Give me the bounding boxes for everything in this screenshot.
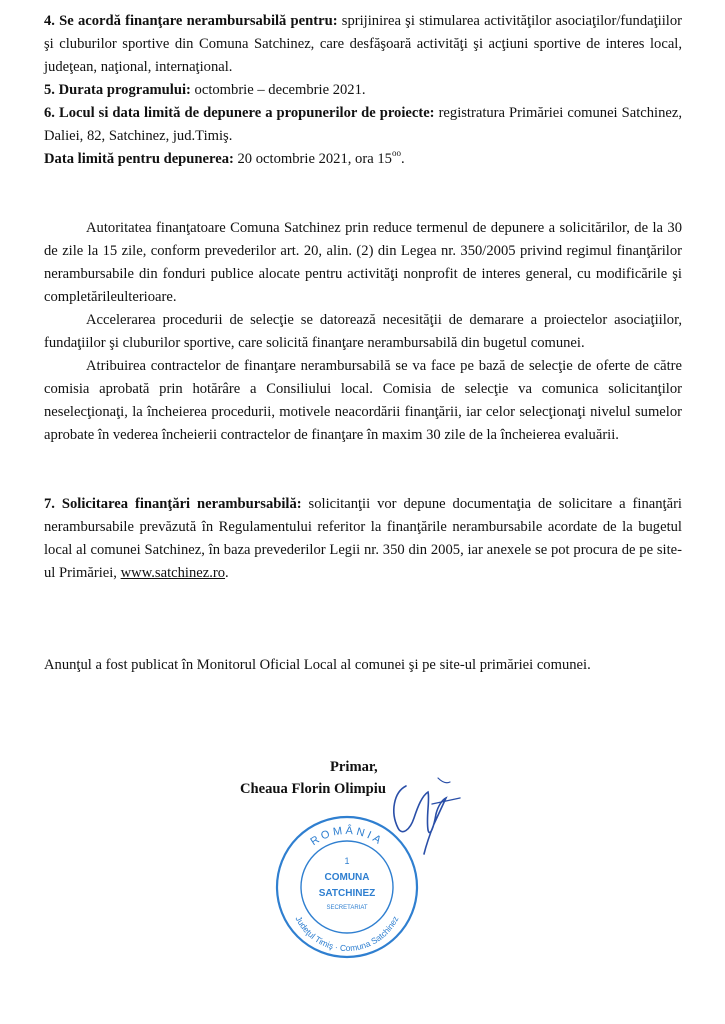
paragraph-term-reduction: Autoritatea finanţatoare Comuna Satchinez prin reduce termenul de depunere a solicitărilor, de la 30 de zile la 15 zile, conform prevederilor art. 20, alin. (2) din Legea nr. 350/2005 privind regimul finanţărilor nerambursabile din fonduri publice alocate pentru activităţi nonprofit de interes general, cu modificările şi completărileulterioare. — [44, 220, 682, 305]
section-5-text: octombrie – decembrie 2021. — [190, 82, 366, 98]
section-6 — [44, 102, 682, 148]
deadline-minutes: oo — [391, 148, 401, 159]
section-4-label: 4. Se acordă finanţare nerambursabilă pentru: — [44, 13, 338, 29]
stamp-line-1: COMUNA — [324, 872, 370, 883]
stamp-top-text: ROMÂNIA — [308, 824, 386, 849]
section-5-label: 5. Durata programului: — [44, 82, 191, 98]
document-page — [44, 10, 682, 677]
section-4-text: sprijinirea şi stimularea activităţilor asociaţilor/fundaţiilor şi cluburilor sportive din Comuna Satchinez, care desfăşoară activităţi şi acţiuni sportive de interes local, judeţean, naţional, internaţional. — [44, 13, 682, 75]
stamp-number: 1 — [344, 856, 350, 866]
stamp-line-2: SATCHINEZ — [318, 888, 376, 899]
announcement: Anunţul a fost publicat în Monitorul Oficial Local al comunei şi pe site-ul primăriei comunei. — [44, 657, 591, 673]
spacer — [44, 447, 682, 493]
signatory-name: Cheaua Florin Olimpiu — [240, 781, 386, 797]
stamp-line-3: SECRETARIAT — [326, 905, 368, 911]
paragraph-acceleration: Accelerarea procedurii de selecţie se datorează necesităţii de demarare a proiectelor asociaţiilor, fundaţiilor şi cluburilor sportive, care solicită finanţare nerambursabilă din bugetul comunei. — [44, 312, 682, 351]
deadline-end: . — [400, 151, 405, 167]
svg-text:ROMÂNIA — [308, 824, 385, 848]
section-7-text: solicitanţii vor depune documentaţia de solicitare a finanţări nerambursabile prevăzută în Regulamentului referitor la finanţările nerambursabile acordate de la bugetul local al comunei Satchinez, în baza prevederilor Legii nr. 350 din 2005, iar anexele se pot procura de pe site-ul Primăriei, — [44, 496, 682, 581]
deadline-line — [44, 148, 682, 171]
official-stamp — [272, 812, 422, 962]
section-5 — [44, 79, 682, 102]
spacer — [44, 631, 682, 654]
section-6-label: 6. Locul si data limită de depunere a propunerilor de proiecte: — [44, 105, 435, 121]
section-7-label: 7. Solicitarea finanţări nerambursabilă: — [44, 496, 302, 512]
signatory-title: Primar, — [330, 759, 378, 775]
website-link[interactable]: www.satchinez.ro — [120, 565, 226, 581]
spacer — [44, 171, 682, 217]
deadline-text: 20 octombrie 2021, ora 15 — [233, 151, 392, 167]
paragraph-contract-award: Atribuirea contractelor de finanţare nerambursabilă se va face pe bază de selecţie de oferte de către comisia aprobată prin hotărâre a Consiliului local. Comisia de selecţie va comunica solicitanţilor neselecţionaţi, la încheierea procedurii, motivele neacordării finanţării, iar celor selecţionaţi nivelul sumelor aprobate în vederea încheierii contractelor de finanţare în maxim 30 zile de la încheierea evaluării. — [44, 358, 682, 443]
section-7 — [44, 493, 682, 585]
section-6-text: registratura Primăriei comunei Satchinez, Daliei, 82, Satchinez, jud.Timiş. — [44, 105, 682, 144]
deadline-label: Data limită pentru depunerea: — [44, 151, 234, 167]
section-4 — [44, 10, 682, 79]
spacer — [44, 585, 682, 631]
stamp-bottom-text: Judeţul Timiş · Comuna Satchinez — [293, 914, 401, 954]
section-7-end: . — [225, 565, 229, 581]
